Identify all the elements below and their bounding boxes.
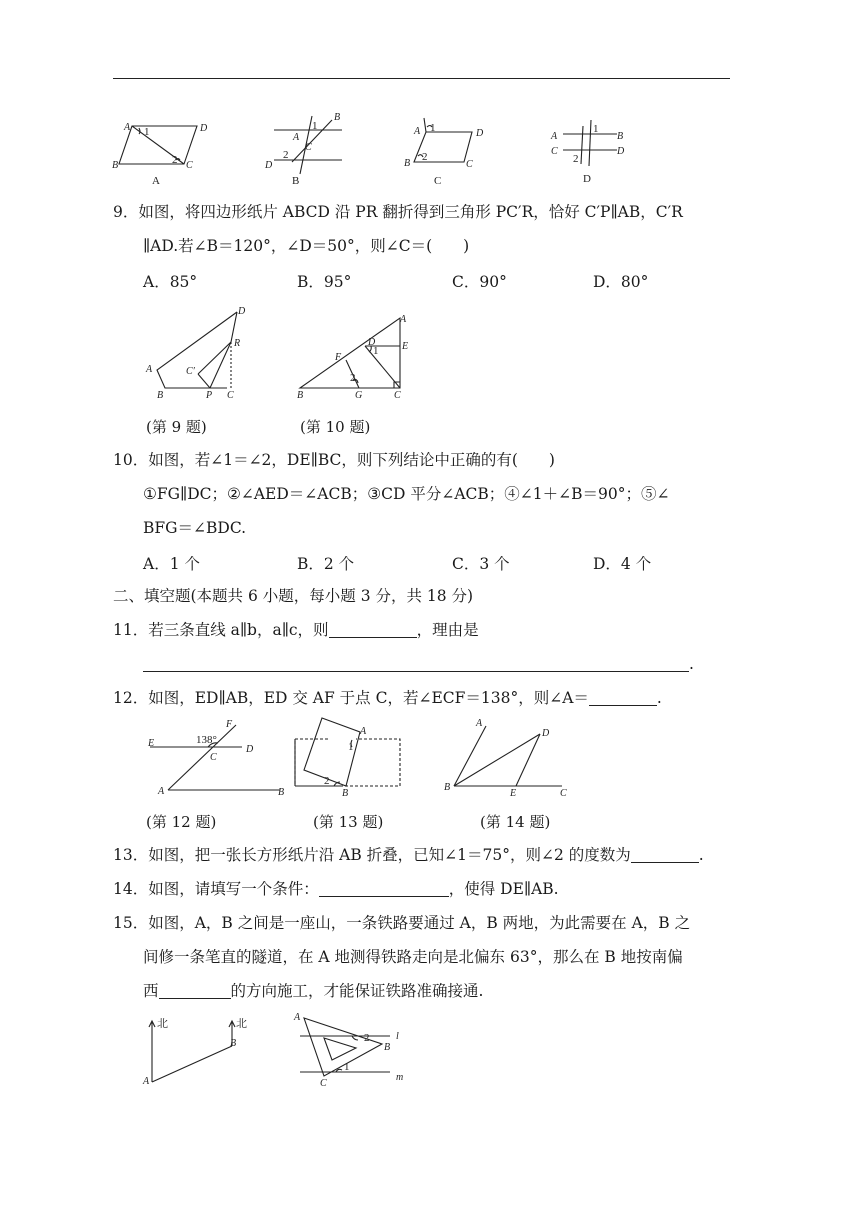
q9-option-a[interactable]: A．85° xyxy=(143,273,198,291)
q11-text-b: ，理由是 xyxy=(416,621,479,639)
svg-text:R: R xyxy=(234,338,241,349)
svg-text:A: A xyxy=(476,718,483,729)
svg-text:G: G xyxy=(355,390,363,401)
q10-option-d[interactable]: D．4 个 xyxy=(593,555,652,573)
q14-figure xyxy=(440,712,575,804)
svg-text:B: B xyxy=(404,158,411,169)
svg-text:B: B xyxy=(334,112,341,123)
svg-text:2: 2 xyxy=(422,151,428,163)
svg-text:B: B xyxy=(230,1038,237,1049)
svg-text:D: D xyxy=(200,123,208,134)
q10-text-line3: BFG＝∠BDC. xyxy=(143,519,247,537)
svg-text:D: D xyxy=(238,306,246,317)
q12-text xyxy=(113,688,662,708)
q13-text xyxy=(113,845,704,865)
svg-text:C: C xyxy=(434,175,442,187)
q9-text-line1: 9．如图，将四边形纸片 ABCD 沿 PR 翻折得到三角形 PC′R，恰好 C′P∥AB，C′R xyxy=(113,203,683,221)
svg-text:2: 2 xyxy=(573,153,579,165)
svg-text:l: l xyxy=(396,1031,399,1042)
svg-text:B: B xyxy=(384,1042,391,1053)
svg-text:D: D xyxy=(265,160,273,171)
q8-figure-c xyxy=(400,110,490,188)
svg-text:C: C xyxy=(394,390,401,401)
svg-text:2: 2 xyxy=(324,775,330,787)
svg-text:2: 2 xyxy=(283,149,289,161)
section-heading: 二、填空题(本题共 6 小题，每小题 3 分，共 18 分) xyxy=(113,587,474,605)
q9-text-line2: ∥AD.若∠B＝120°，∠D＝50°，则∠C＝( ) xyxy=(143,237,470,255)
svg-text:D: D xyxy=(368,337,376,348)
q10-option-a[interactable]: A．1 个 xyxy=(143,555,200,573)
svg-text:D: D xyxy=(617,146,625,157)
q13-figure xyxy=(290,712,415,802)
svg-text:1: 1 xyxy=(344,1061,350,1073)
q15-text-line3 xyxy=(143,981,483,1001)
svg-text:A: A xyxy=(158,786,165,797)
svg-text:B: B xyxy=(157,390,164,401)
q11-blank-1[interactable] xyxy=(329,621,417,638)
q10-text-line1: 10．如图，若∠1＝∠2，DE∥BC，则下列结论中正确的有( ) xyxy=(113,451,555,469)
svg-text:A: A xyxy=(294,1012,301,1023)
q8-figure-d xyxy=(545,112,635,188)
svg-text:C: C xyxy=(551,146,558,157)
svg-text:C: C xyxy=(560,788,567,799)
svg-text:B: B xyxy=(112,160,119,171)
q14-text xyxy=(113,879,559,899)
q9-option-b[interactable]: B．95° xyxy=(297,273,352,291)
q9-option-d[interactable]: D．80° xyxy=(593,273,649,291)
q13-caption: (第 13 题) xyxy=(313,813,384,831)
svg-text:C: C xyxy=(227,390,234,401)
q9-caption: (第 9 题) xyxy=(146,418,207,436)
svg-text:D: D xyxy=(246,744,254,755)
q12-caption: (第 12 题) xyxy=(146,813,217,831)
q10-option-c[interactable]: C．3 个 xyxy=(452,555,510,573)
svg-text:1: 1 xyxy=(373,345,379,357)
svg-text:A: A xyxy=(551,131,558,142)
q8-figure-a xyxy=(112,116,212,188)
q15-figure-a xyxy=(140,1010,255,1092)
q13-blank[interactable] xyxy=(631,846,699,863)
svg-text:E: E xyxy=(510,788,517,799)
q11-blank-2[interactable] xyxy=(143,655,689,672)
q11-text xyxy=(113,620,479,640)
q13-text-a: 13．如图，把一张长方形纸片沿 AB 折叠，已知∠1＝75°，则∠2 的度数为 xyxy=(113,846,631,864)
svg-text:C: C xyxy=(305,142,312,153)
svg-text:m: m xyxy=(396,1072,404,1083)
svg-text:B: B xyxy=(278,787,285,798)
svg-text:B: B xyxy=(444,782,451,793)
q12-blank[interactable] xyxy=(589,689,657,706)
svg-text:138°: 138° xyxy=(196,734,217,746)
svg-text:C: C xyxy=(186,160,193,171)
q14-caption: (第 14 题) xyxy=(480,813,551,831)
q9-option-c[interactable]: C．90° xyxy=(452,273,507,291)
svg-text:F: F xyxy=(226,719,233,730)
svg-text:A: A xyxy=(414,126,421,137)
q13-end: . xyxy=(698,846,704,864)
svg-text:1: 1 xyxy=(348,741,354,753)
svg-text:D: D xyxy=(583,173,591,185)
q11-text-a: 11．若三条直线 a∥b，a∥c，则 xyxy=(113,621,329,639)
svg-text:1: 1 xyxy=(312,120,318,132)
svg-text:北: 北 xyxy=(157,1018,168,1030)
q10-caption: (第 10 题) xyxy=(300,418,371,436)
q15-text-line2: 间修一条笔直的隧道，在 A 地测得铁路走向是北偏东 63°，那么在 B 地按南偏 xyxy=(143,948,683,966)
q15-text-3a: 西 xyxy=(143,982,159,1000)
svg-text:C: C xyxy=(466,159,473,170)
svg-text:C: C xyxy=(210,752,217,763)
q10-figure xyxy=(295,308,420,403)
svg-text:1: 1 xyxy=(593,123,599,135)
q14-text-b: ，使得 DE∥AB. xyxy=(448,880,559,898)
svg-text:D: D xyxy=(476,128,484,139)
q15-blank[interactable] xyxy=(159,982,231,999)
q15-text-line1: 15．如图，A，B 之间是一座山，一条铁路要通过 A，B 两地，为此需要在 A，B 之 xyxy=(113,914,691,932)
q15-text-3b: 的方向施工，才能保证铁路准确接通. xyxy=(230,982,484,1000)
q15-figure-b xyxy=(290,1008,420,1090)
svg-text:2: 2 xyxy=(364,1032,370,1044)
q12-figure xyxy=(140,715,290,805)
svg-text:B: B xyxy=(617,131,624,142)
svg-text:A: A xyxy=(400,314,407,325)
svg-text:A: A xyxy=(143,1076,150,1087)
svg-text:1: 1 xyxy=(144,126,150,138)
q9-figure xyxy=(140,302,260,402)
q10-text-line2: ①FG∥DC；②∠AED＝∠ACB；③CD 平分∠ACB；④∠1＋∠B＝90°；⑤∠ xyxy=(143,485,670,503)
q14-text-a: 14．如图，请填写一个条件： xyxy=(113,880,319,898)
svg-text:A: A xyxy=(146,364,153,375)
svg-text:C′: C′ xyxy=(186,366,195,377)
svg-text:A: A xyxy=(293,132,300,143)
header-rule xyxy=(113,78,730,79)
svg-text:A: A xyxy=(360,726,367,737)
svg-text:1: 1 xyxy=(430,122,436,134)
svg-text:2: 2 xyxy=(350,372,356,384)
svg-text:P: P xyxy=(206,390,213,401)
svg-text:E: E xyxy=(148,738,155,749)
svg-text:A: A xyxy=(124,122,131,133)
svg-text:B: B xyxy=(297,390,304,401)
q8-figure-b xyxy=(262,110,347,188)
q10-option-b[interactable]: B．2 个 xyxy=(297,555,355,573)
q14-blank[interactable] xyxy=(319,880,449,897)
svg-text:C: C xyxy=(320,1078,327,1089)
svg-text:B: B xyxy=(292,175,300,187)
q11-reason-line xyxy=(143,654,694,674)
svg-text:E: E xyxy=(402,341,409,352)
svg-text:B: B xyxy=(342,788,349,799)
q12-text-a: 12．如图，ED∥AB，ED 交 AF 于点 C，若∠ECF＝138°，则∠A＝ xyxy=(113,689,589,707)
svg-text:北: 北 xyxy=(236,1018,247,1030)
q12-end: . xyxy=(656,689,662,707)
svg-text:D: D xyxy=(542,728,550,739)
q11-end: . xyxy=(689,655,694,673)
svg-text:F: F xyxy=(335,352,342,363)
svg-text:A: A xyxy=(152,175,160,187)
svg-text:2: 2 xyxy=(172,154,178,166)
